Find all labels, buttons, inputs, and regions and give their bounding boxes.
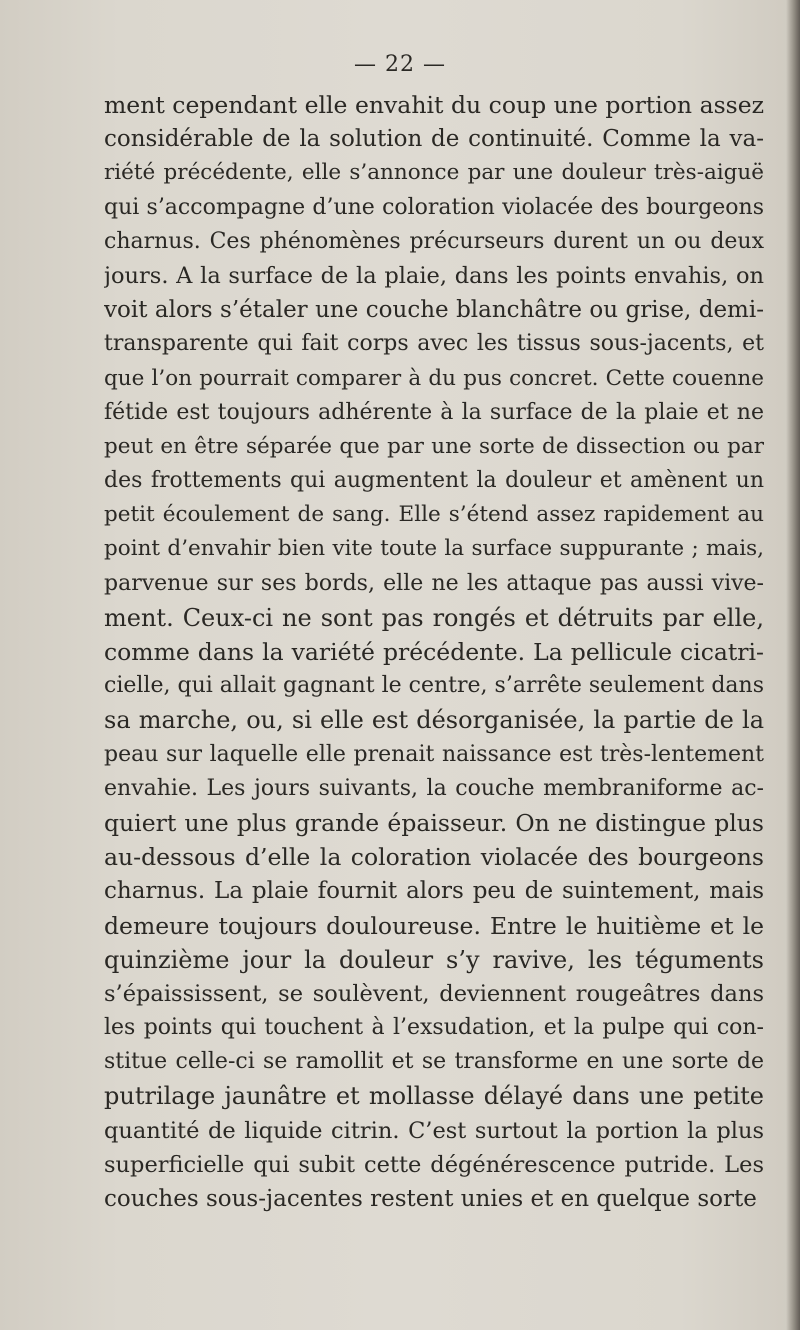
text-line: considérable de la solution de continuité. Comme la va-: [104, 126, 764, 153]
text-line: riété précédente, elle s’annonce par une douleur très-aiguë: [104, 160, 764, 186]
text-line: qui s’accompagne d’une coloration violacée des bourgeons: [104, 194, 764, 220]
text-line: des frottements qui augmentent la douleur et amènent un: [104, 468, 764, 494]
text-line: que l’on pourrait comparer à du pus concret. Cette couenne: [104, 365, 764, 391]
text-line: comme dans la variété précédente. La pellicule cicatri-: [104, 638, 764, 666]
text-line: point d’envahir bien vite toute la surface suppurante ; mais,: [104, 536, 764, 562]
text-line: charnus. Ces phénomènes précurseurs durent un ou deux: [104, 228, 764, 254]
text-line: peau sur laquelle elle prenait naissance est très-lentement: [104, 741, 764, 767]
text-line: ment. Ceux-ci ne sont pas rongés et détruits par elle,: [104, 603, 764, 632]
text-line: peut en être séparée que par une sorte de dissection ou par: [104, 433, 764, 459]
text-line: demeure toujours douloureuse. Entre le huitième et le: [104, 911, 764, 940]
page-edge-shadow: [786, 0, 800, 1330]
body-text: [104, 88, 764, 1216]
text-line: sa marche, ou, si elle est désorganisée, la partie de la: [104, 706, 764, 735]
text-line: s’épaississent, se soulèvent, deviennent rougeâtres dans: [104, 980, 764, 1007]
text-line: quantité de liquide citrin. C’est surtout la portion la plus: [104, 1117, 764, 1144]
text-line: les points qui touchent à l’exsudation, et la pulpe qui con-: [104, 1015, 764, 1041]
text-line: parvenue sur ses bords, elle ne les attaque pas aussi vive-: [104, 570, 764, 596]
text-line: superficielle qui subit cette dégénérescence putride. Les: [104, 1151, 764, 1178]
text-line: couches sous-jacentes restent unies et en quelque sorte: [104, 1186, 757, 1212]
page-number-header: — 22 —: [354, 52, 446, 77]
text-line: transparente qui fait corps avec les tissus sous-jacents, et: [104, 331, 764, 357]
text-line: jours. A la surface de la plaie, dans les points envahis, on: [104, 262, 764, 289]
text-line: stitue celle-ci se ramollit et se transforme en une sorte de: [104, 1049, 764, 1075]
text-line: fétide est toujours adhérente à la surface de la plaie et ne: [104, 399, 764, 425]
text-line: voit alors s’étaler une couche blanchâtre ou grise, demi-: [104, 297, 764, 324]
text-line: envahie. Les jours suivants, la couche membraniforme ac-: [104, 775, 764, 801]
text-line: au-dessous d’elle la coloration violacée des bourgeons: [104, 843, 764, 872]
text-line: cielle, qui allait gagnant le centre, s’arrête seulement dans: [104, 673, 764, 699]
text-line: quinzième jour la douleur s’y ravive, les téguments: [104, 945, 764, 974]
text-line: charnus. La plaie fournit alors peu de suintement, mais: [104, 878, 764, 905]
text-line: quiert une plus grande épaisseur. On ne distingue plus: [104, 808, 764, 837]
text-line: putrilage jaunâtre et mollasse délayé dans une petite: [104, 1082, 764, 1111]
text-line: petit écoulement de sang. Elle s’étend assez rapidement au: [104, 502, 764, 528]
text-line: ment cependant elle envahit du coup une portion assez: [104, 91, 764, 119]
